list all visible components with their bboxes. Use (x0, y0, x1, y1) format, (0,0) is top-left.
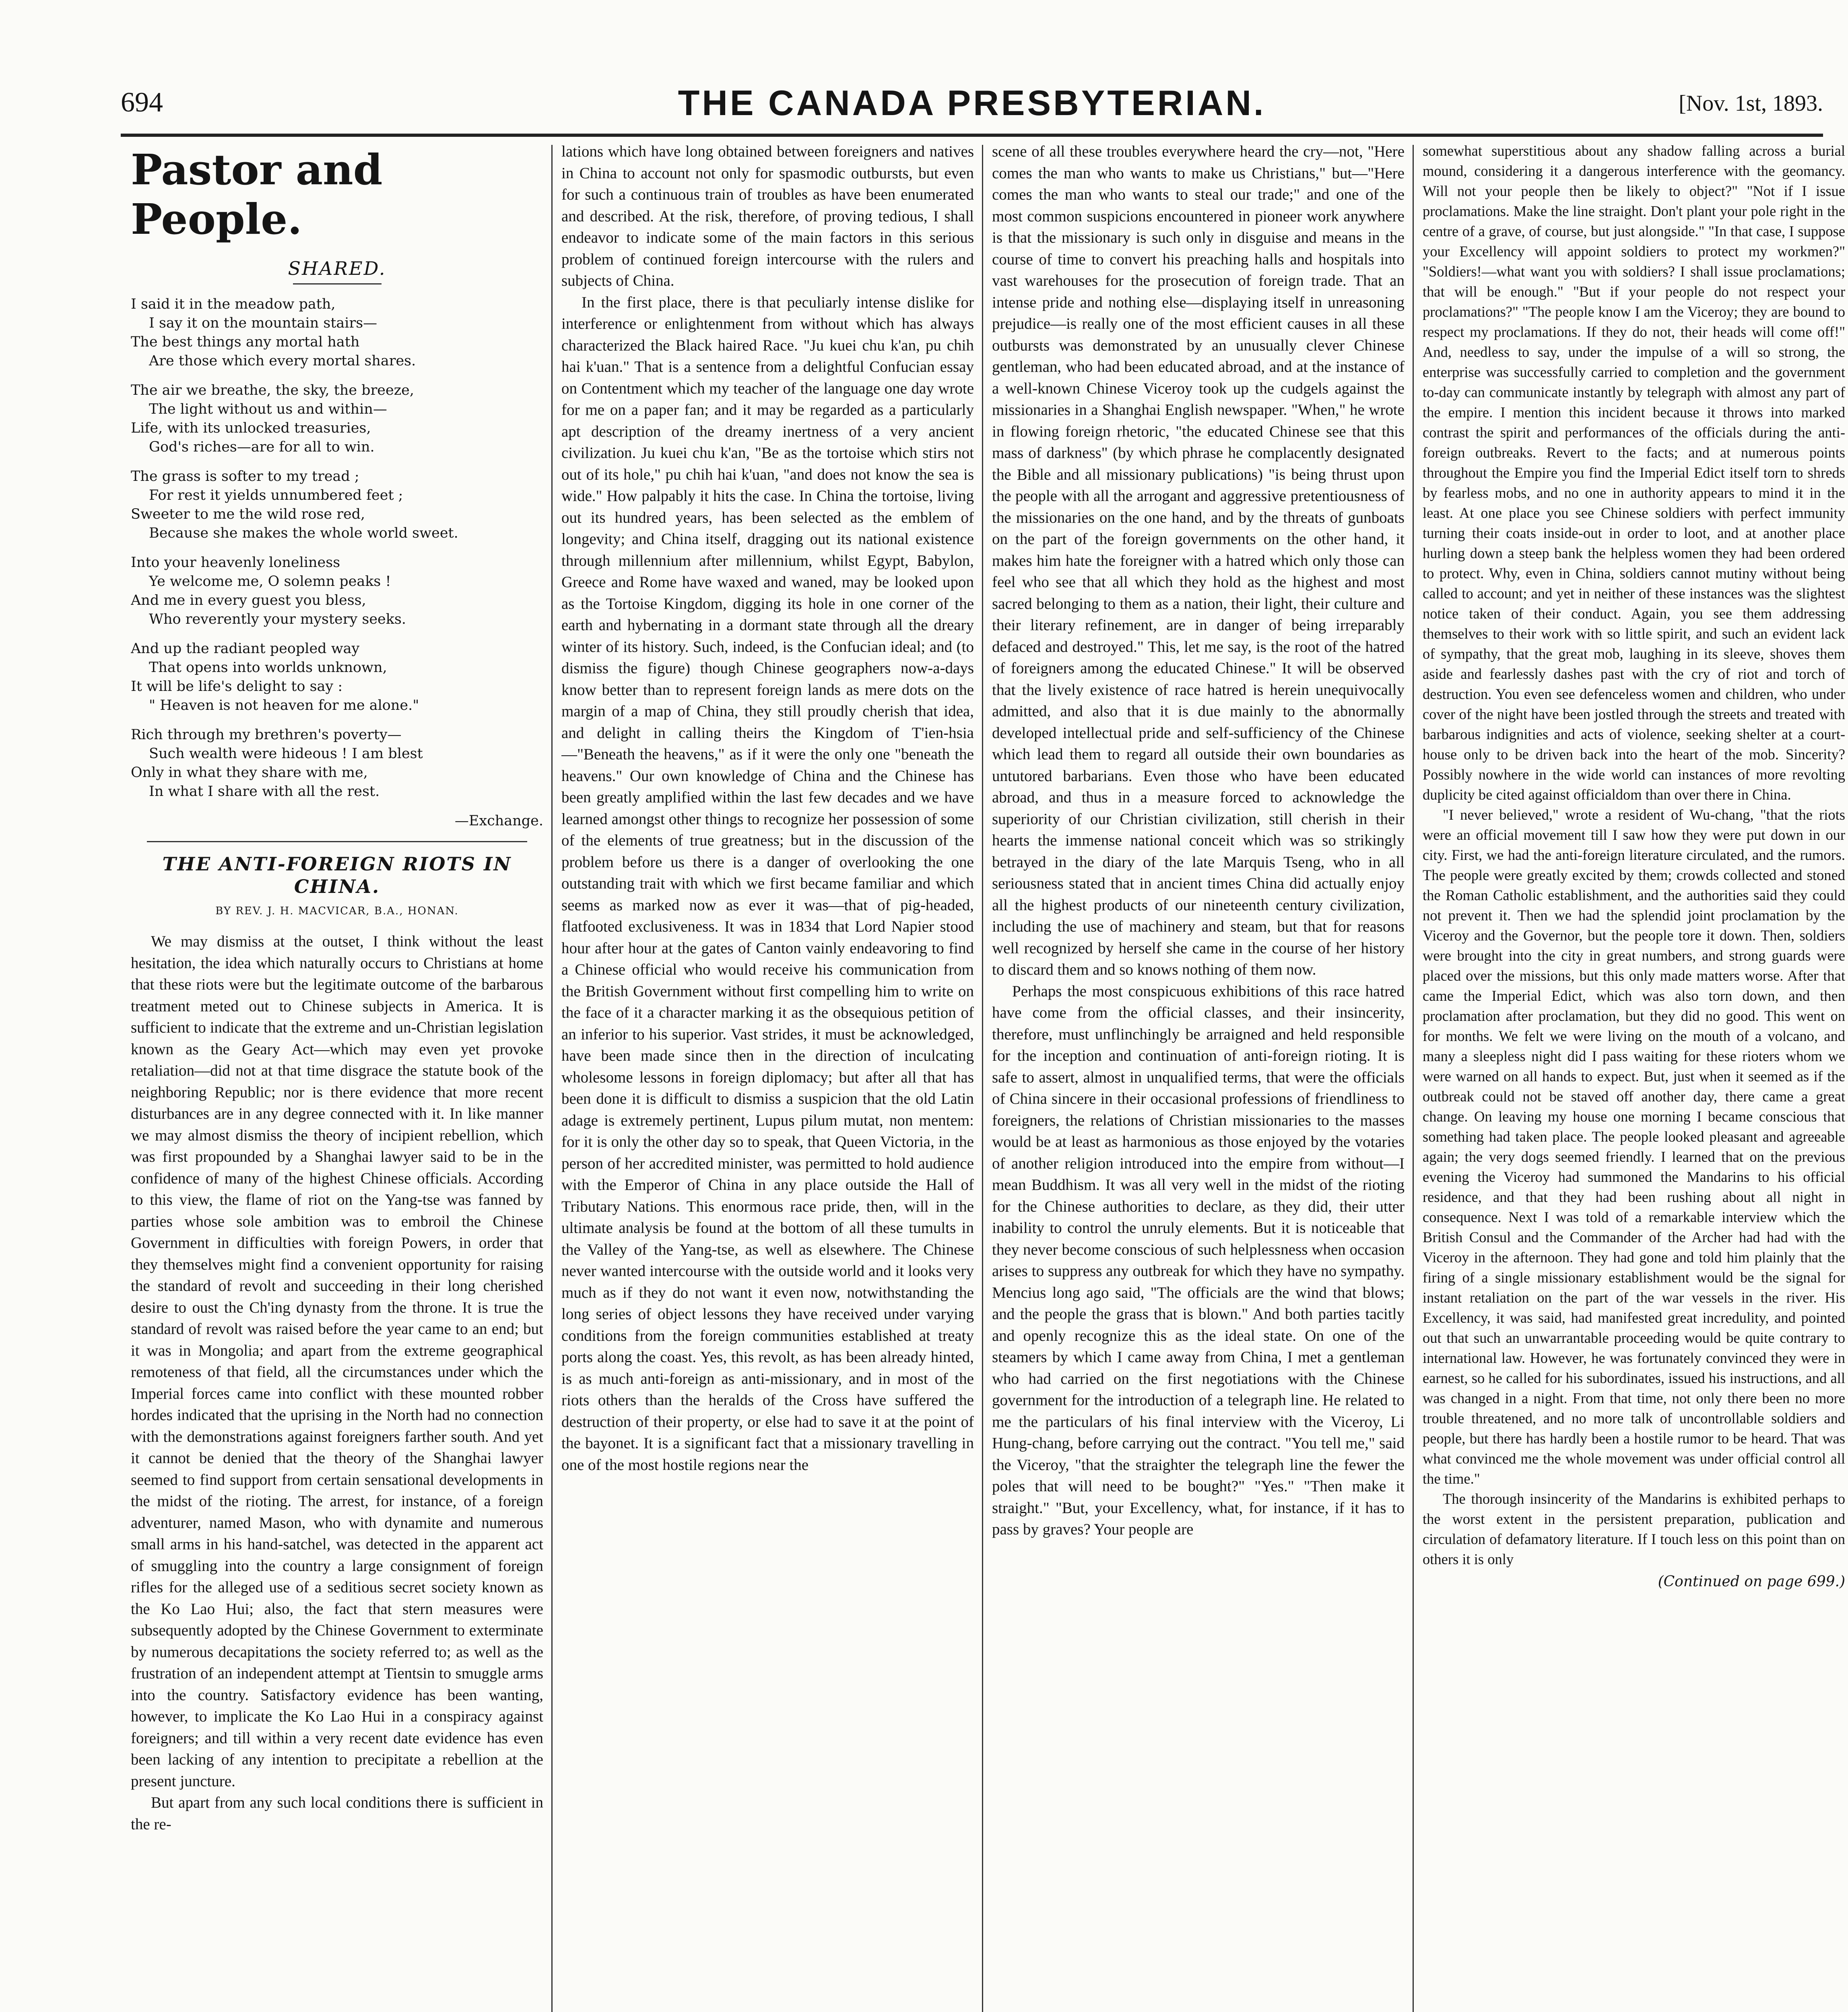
column-3 (992, 141, 1405, 2012)
poem-line: The best things any mortal hath (131, 334, 360, 350)
poem-line: For rest it yields unnumbered feet ; (149, 487, 403, 503)
article-separator (147, 841, 527, 842)
poem-line: Only in what they share with me, (131, 765, 368, 781)
column-1 (131, 141, 543, 2012)
poem-line: Such wealth were hideous ! I am blest (149, 746, 423, 762)
poem-line: I say it on the mountain stairs— (149, 315, 377, 331)
poem-body (131, 295, 543, 801)
article-paragraph: somewhat superstitious about any shadow falling across a burial mound, considering it a dangerous interference with the geomancy. Will not your people then be likely to object?" "Not if I issue proclamations. Make the line straight. Don't plant your pole right in the centre of a grave, of course, but just alongside." "In that case, I suppose your Excellency will appoint soldiers to protect my workmen?" "Soldiers!—what want you with soldiers? I shall issue proclamations; that will be enough." "But if your people do not respect your proclamations?" "The people know I am the Viceroy; they are bound to respect my proclamations. If they do not, their heads will come off!" And, needless to say, under the impulse of a will so strong, the enterprise was successfully carried to completion and the government to-day can communicate instantly by telegraph with almost any part of the empire. I mention this incident because it throws into marked contrast the spirit and performances of the officials during the anti-foreign outbreaks. Revert to the facts; and at numerous points throughout the Empire you find the Imperial Edict itself torn to shreds by fearless mobs, and no one in authority appears to mind it in the least. At one place you see Chinese soldiers with perfect immunity turning their coats inside-out in order to loot, and at another place hurling down a steep bank the helpless women they had been ordered to protect. Why, even in China, soldiers cannot mutiny without being called to account; and yet in neither of these instances was the slightest notice taken of their conduct. Again, you see them addressing themselves to their work with so little spirit, and such an evident lack of sympathy, that the great mob, laughing in its sleeve, shoves them aside and fearlessly dashes past with the cry of riot and torch of destruction. You even see defenceless women and children, who under cover of the night have been jostled through the streets and treated with barbarous indignities and acts of violence, seeking shelter at a court-house only to be driven back into the heart of the mob. Sincerity? Possibly nowhere in the wide world can instances of more revolting duplicity be cited against officialdom than over there in China. (1423, 142, 1845, 803)
article-column-text (561, 141, 974, 1476)
poem-line: And up the radiant peopled way (131, 641, 360, 657)
page-number: 694 (121, 87, 163, 118)
article-column-text (1423, 141, 1845, 1569)
issue-date: [Nov. 1st, 1893. (1679, 91, 1823, 116)
masthead: THE CANADA PRESBYTERIAN. (678, 83, 1266, 123)
article-column-text (131, 931, 543, 1835)
poem-stanza (131, 726, 543, 801)
poem-line: That opens into worlds unknown, (149, 660, 387, 676)
poem-line: The air we breathe, the sky, the breeze, (131, 382, 414, 398)
poem-line: It will be life's delight to say : (131, 678, 343, 695)
poem-line: In what I share with all the rest. (149, 783, 380, 800)
poem-line: Into your heavenly loneliness (131, 555, 340, 571)
poem-stanza (131, 295, 543, 371)
poem-line: And me in every guest you bless, (131, 592, 366, 608)
continued-note: (Continued on page 699.) (1658, 1573, 1845, 1590)
poem-line: Are those which every mortal shares. (149, 353, 416, 369)
section-title: Pastor and People. (131, 145, 383, 244)
poem-line: Sweeter to me the wild rose red, (131, 506, 365, 522)
article-paragraph: lations which have long obtained between foreigners and natives in China to account not only for spasmodic outbursts, but even for such a continuous train of troubles as have been enumerated and described. At the risk, therefore, of proving tedious, I shall endeavor to indicate some of the main factors in this serious problem of continued foreign intercourse with the rulers and subjects of China. (561, 143, 974, 289)
poem-stanza (131, 553, 543, 629)
poem-stanza (131, 639, 543, 715)
poem-line: I said it in the meadow path, (131, 296, 336, 312)
poem-line: God's riches—are for all to win. (149, 439, 375, 455)
article-paragraph: In the first place, there is that peculiarly intense dislike for interference or enlightenment from without which has always characterized the Black haired Race. "Ju kuei chu k'an, pu chih hai k'uan." That is a sentence from a delightful Confucian essay on Contentment which my teacher of the language one day wrote for me on a paper fan; and it may be regarded as a particularly apt description of the dreamy inertness of a very ancient civilization. Ju kuei chu k'an, "Be as the tortoise which stirs not out of its hole," pu chih hai k'uan, "and does not know the sea is wide." How palpably it hits the case. In China the tortoise, living out its hundred years, has been selected as the emblem of longevity; and China itself, dragging out its national existence through millennium after millennium, whilst Egypt, Babylon, Greece and Rome have waxed and waned, may be looked upon as the Tortoise Kingdom, digging its hole in one corner of the earth and hybernating in a dormant state through all the dreary winter of its history. Such, indeed, is the Confucian ideal; and (to dismiss the figure) though Chinese geographers now-a-days know better than to represent foreign lands as mere dots on the margin of a map of China, they still proudly cherish that idea, and delight in calling theirs the Kingdom of T'ien-hsia—"Beneath the heavens," as if it were the only one "beneath the heavens." Our own knowledge of China and the Chinese has been greatly amplified within the last few decades and we have learned amongst other things to recognize her possession of some of the elements of true greatness; but in the discussion of the problem before us there is a danger of overlooking the one outstanding trait with which we first became familiar and which seems as marked now as ever it was—that of pig-headed, flatfooted exclusiveness. It was in 1834 that Lord Napier stood hour after hour at the gates of Canton vainly endeavoring to find a Chinese official who would receive his communication from the British Government without first compelling him to write on the face of it a character marking it as the obsequious petition of an inferior to his superior. Vast strides, it must be acknowledged, have been made since then in the direction of inculcating wholesome lessons in foreign diplomacy; but after all that has been done it is difficult to dismiss a suspicion that the old Latin adage is extremely pertinent, Lupus pilum mutat, non mentem: for it is only the other day so to speak, that Queen Victoria, in the person of her accredited minister, was permitted to hold audience with the Emperor of China in any place outside the Hall of Tributary Nations. This enormous race pride, then, will in the ultimate analysis be found at the bottom of all these tumults in the Valley of the Yang-tse, as well as elsewhere. The Chinese never wanted intercourse with the outside world and it looks very much as if they do not want it even now, notwithstanding the long series of object lessons they have received under varying conditions from the foreign communities established at treaty ports along the coast. Yes, this revolt, as has been already hinted, is as much anti-foreign as anti-missionary, and in most of the riots others than the heralds of the Cross have suffered the destruction of their property, or else had to save it at the point of the bayonet. It is a significant fact that a missionary travelling in one of the most hostile regions near the (561, 293, 974, 1474)
title-rule (293, 283, 382, 284)
poem-title: SHARED. (288, 258, 386, 279)
column-divider (1413, 145, 1414, 2012)
poem-line: " Heaven is not heaven for me alone." (149, 697, 419, 713)
poem-line: The light without us and within— (149, 401, 387, 417)
article-paragraph: scene of all these troubles everywhere heard the cry—not, "Here comes the man who wants to make us Christians," but—"Here comes the man who wants to steal our trade;" and one of the most common suspicions encountered in pioneer work anywhere is that the missionary is such only in disguise and means in the course of time to convert his preaching halls and hospitals into vast warehouses for the prosecution of foreign trade. That an intense pride and nothing else—displaying itself in unreasoning prejudice—is really one of the most efficient causes in all these outbursts was demonstrated by an unusually clever Chinese gentleman, who had been educated abroad, and at the instance of a well-known Chinese Viceroy took up the cudgels against the missionaries in a Shanghai English newspaper. "When," he wrote in flowing foreign rhetoric, "the educated Chinese see that this mass of darkness" (by which phrase he complacently designated the Bible and all missionary publications) "is being thrust upon the people with all the arrogant and aggressive pretentiousness of the missionaries on the one hand, and by the threats of gunboats on the part of the foreign governments on the other hand, it makes him hate the foreigner with a hatred which only those can feel who see that all which they hold as the highest and most sacred belonging to them as a nation, their light, their culture and their literary refinement, are in danger of being irreparably defaced and destroyed." This, let me say, is the root of the hatred of foreigners among the educated Chinese." It will be observed that the lively existence of race hatred is herein unequivocally admitted, and also that it is due mainly to the abnormally developed intellectual pride and self-sufficiency of the Chinese which lead them to regard all outside their own boundaries as untutored barbarians. Even those who have been educated abroad, and thus in a measure forced to acknowledge the superiority of our Christian civilization, still cherish in their hearts the immense national conceit which was so strikingly betrayed in the diary of the late Marquis Tseng, who in all seriousness stated that in ancient times China did actually enjoy all the highest products of our nineteenth century civilization, including the use of machinery and steam, but that for reasons well recognized by herself she came in the course of her history to discard them and so knows nothing of them now. (992, 143, 1405, 978)
header-rule (121, 134, 1823, 137)
poem-stanza (131, 381, 543, 457)
article-paragraph: But apart from any such local conditions there is sufficient in the re- (131, 1794, 543, 1833)
page-header (121, 83, 1823, 135)
poem-line: Rich through my brethren's poverty— (131, 727, 402, 743)
article-paragraph: We may dismiss at the outset, I think without the least hesitation, the idea which naturally occurs to Christians at home that these riots were but the legitimate outcome of the barbarous treatment meted out to Chinese subjects in America. It is sufficient to indicate that the extreme and un-Christian legislation known as the Geary Act—which may even yet provoke retaliation—did not at that time disgrace the statute book of the neighboring Republic; nor is there evidence that more recent disturbances are in any degree connected with it. In like manner we may almost dismiss the theory of incipient rebellion, which was first propounded by a Shanghai lawyer said to be in the confidence of many of the highest Chinese officials. According to this view, the flame of riot on the Yang-tse was fanned by parties whose sole ambition was to embroil the Chinese Government in difficulties with foreign Powers, in order that they themselves might find a convenient opportunity for raising the standard of revolt and succeeding in their long cherished desire to oust the Ch'ing dynasty from the throne. It is true the standard of revolt was raised before the year came to an end; but it was in Mongolia; and apart from the extreme geographical remoteness of that field, all the circumstances under which the Imperial forces came into conflict with these mounted robber hordes indicated that the uprising in the North had no connection with the demonstrations against foreigners farther south. And yet it cannot be denied that the theory of the Shanghai lawyer seemed to find support from certain sensational developments in the midst of the rioting. The arrest, for instance, of a foreign adventurer, named Mason, who with dynamite and numerous small arms in his hand-satchel, was detected in the apparent act of smuggling into the country a large consignment of foreign rifles for the alleged use of a seditious secret society known as the Ko Lao Hui; also, the fact that stern measures were subsequently adopted by the Chinese Government to exterminate by numerous decapitations the society referred to; as well as the frustration of an independent attempt at Tientsin to smuggle arms into the country. Satisfactory evidence has been wanting, however, to implicate the Ko Lao Hui in a conspiracy against foreigners; and till within a very recent date evidence has even been lacking of any intention to precipitate a rebellion at the present juncture. (131, 933, 543, 1790)
column-4 (1423, 141, 1845, 2012)
article-byline: BY REV. J. H. MACVICAR, B.A., HONAN. (215, 905, 459, 917)
poem-source: —Exchange. (454, 813, 543, 829)
poem-line: Who reverently your mystery seeks. (149, 611, 406, 627)
column-divider (982, 145, 983, 2012)
column-divider (551, 145, 553, 2012)
article-paragraph: "I never believed," wrote a resident of Wu-chang, "that the riots were an official movement till I saw how they were put down in our city. First, we had the anti-foreign literature circulated, and the rumors. The people were greatly excited by them; crowds collected and stoned the Roman Catholic establishment, and the authorities said they could not prevent it. Then we had the splendid joint proclamation by the Viceroy and the Governor, but the people tore it down. Then, soldiers were brought into the city in great numbers, and strong guards were placed over the missions, but this only made matters worse. After that came the Imperial Edict, which was also torn down, and then proclamation after proclamation, but they did no good. This went on for months. We felt we were living on the mouth of a volcano, and many a sleepless night did I pass waiting for these rioters whom we were warned on all hands to expect. But, just when it seemed as if the outbreak could not be staved off another day, there came a great change. On leaving my house one morning I became conscious that something had taken place. The people looked pleasant and agreeable again; the very dogs seemed friendly. I learned that on the previous evening the Viceroy had summoned the Mandarins to his official residence, and that they had been rushing about all night in consequence. Next I was told of a remarkable interview which the British Consul and the Commander of the Archer had had with the Viceroy in the afternoon. They had gone and told him plainly that the firing of a single missionary establishment would be the signal for instant retaliation on the part of the war vessels in the river. His Excellency, it was said, had manifested great incredulity, and pointed out that such an unwarrantable proceeding would be quite contrary to international law. However, he was fortunately convinced they were in earnest, so he called for his subordinates, issued his instructions, and all was changed in a night. From that time, not only there been no more trouble threatened, and no more talk of uncontrollable soldiers and people, but there has hardly been a hostile rumor to be heard. That was what convinced me the whole movement was under official control all the time." (1423, 806, 1845, 1487)
poem-stanza (131, 467, 543, 543)
poem-line: Because she makes the whole world sweet. (149, 525, 458, 541)
article-paragraph: The thorough insincerity of the Mandarins is exhibited perhaps to the worst extent in the persistent preparation, publication and circulation of defamatory literature. If I touch less on this point than on others it is only (1423, 1490, 1845, 1567)
article-paragraph: Perhaps the most conspicuous exhibitions of this race hatred have come from the official classes, and their insincerity, therefore, must unflinchingly be arraigned and held responsible for the inception and continuation of anti-foreign rioting. It is safe to assert, almost in unqualified terms, that were the officials of China sincere in their occasional professions of friendliness to foreigners, the relations of Christian missionaries to the masses would be at least as harmonious as those enjoyed by the votaries of another religion introduced into the empire from without—I mean Buddhism. It was all very well in the midst of the rioting for the Chinese authorities to declare, as they did, their utter inability to control the unruly elements. But it is noticeable that they never become conscious of such helplessness when occasion arises to suppress any outbreak for which they have no sympathy. Mencius long ago said, "The officials are the wind that blows; and the people the grass that is blown." And both parties tacitly and openly recognize this as the ideal state. On one of the steamers by which I came away from China, I met a gentleman who had carried on the first negotiations with the Chinese government for the introduction of a telegraph line. He related to me the particulars of his final interview with the Viceroy, Li Hung-chang, before carrying out the contract. "You tell me," said the Viceroy, "that the straighter the telegraph line the fewer the poles that will need to be bought?" "Yes." "Then make it straight." "But, your Excellency, what, for instance, if it has to pass by graves? Your people are (992, 982, 1405, 1538)
column-2 (561, 141, 974, 2012)
poem-line: Ye welcome me, O solemn peaks ! (149, 573, 391, 590)
article-column-text (992, 141, 1405, 1540)
poem-line: The grass is softer to my tread ; (131, 468, 359, 484)
article-title: THE ANTI-FOREIGN RIOTS IN CHINA. (162, 853, 512, 897)
poem-line: Life, with its unlocked treasuries, (131, 420, 371, 436)
